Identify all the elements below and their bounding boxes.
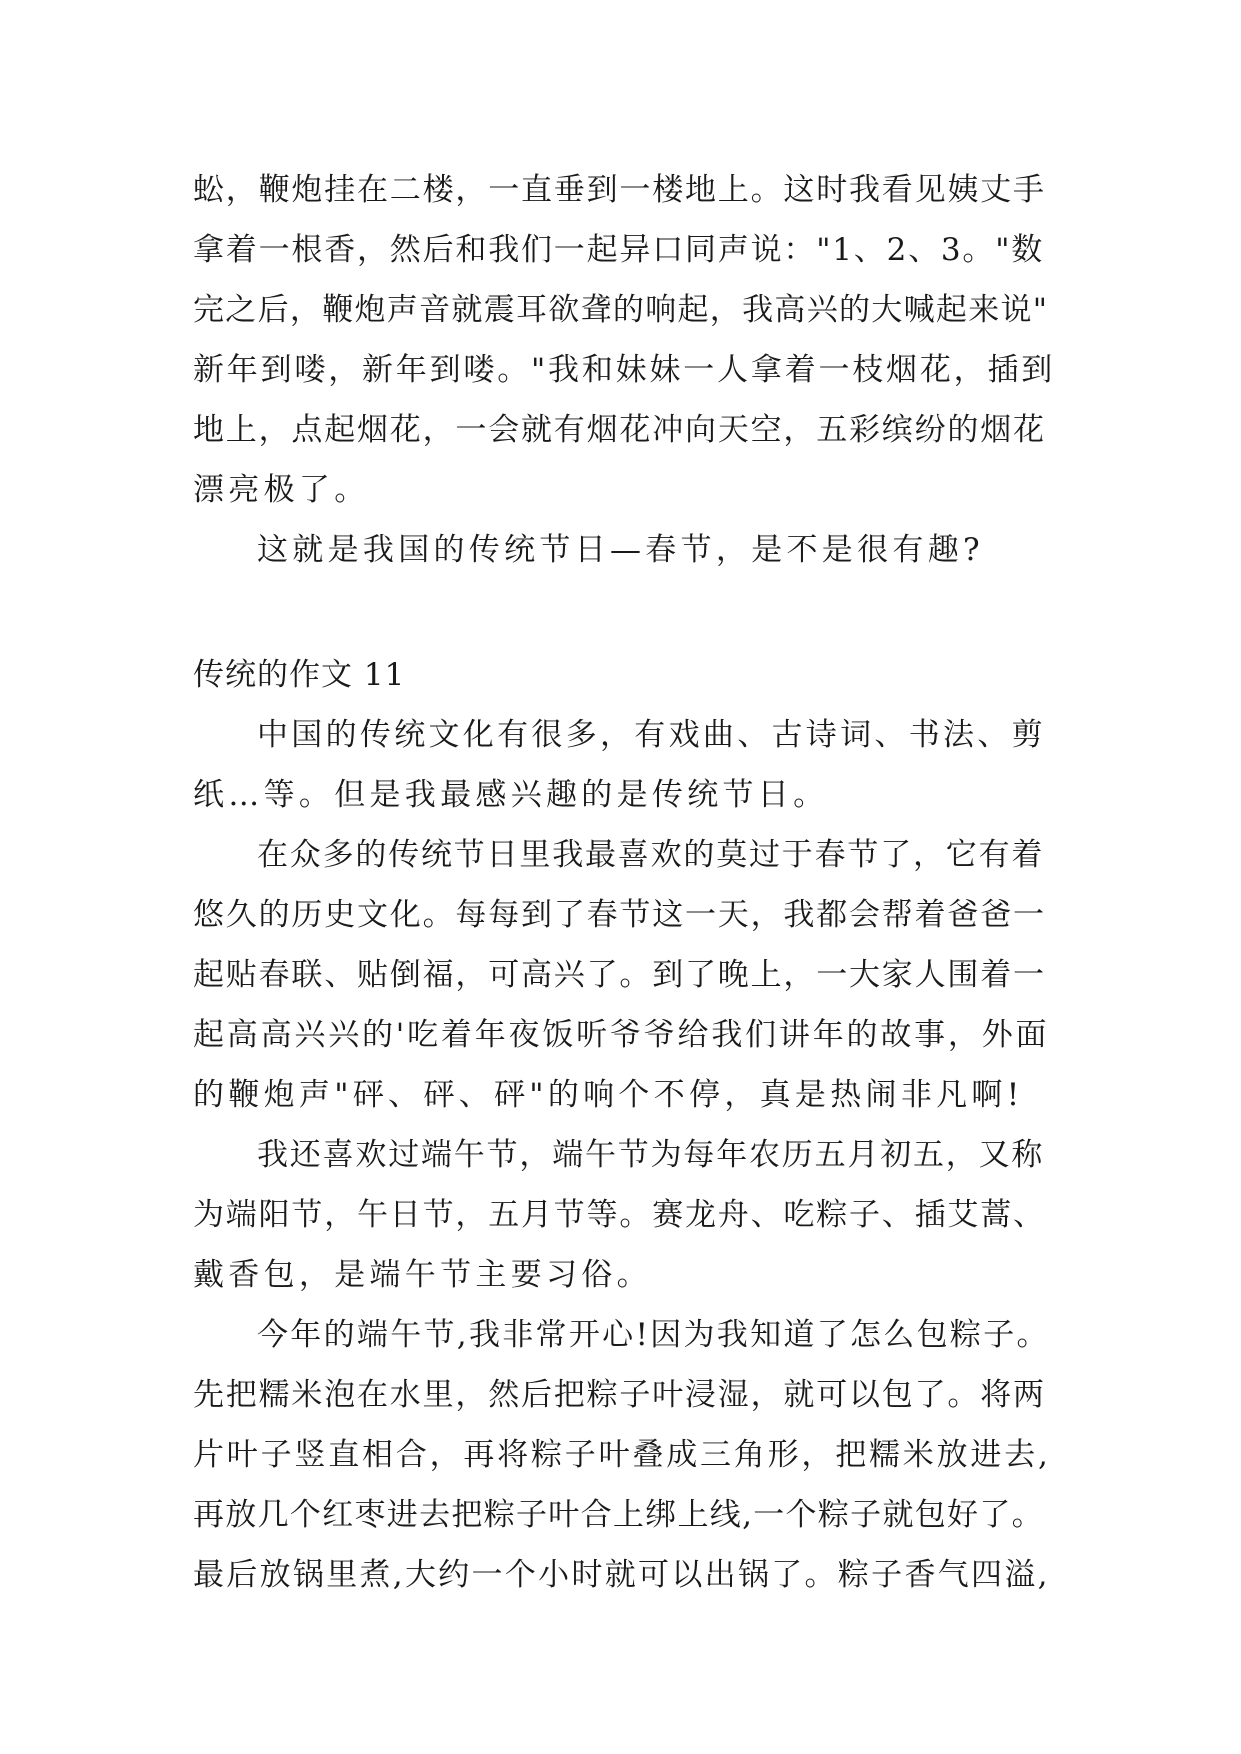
paragraph-closing [193,520,1055,580]
text-line: 最后放锅里煮,大约一个小时就可以出锅了。粽子香气四溢, [193,1557,1050,1593]
text-line: 中国的传统文化有很多，有戏曲、古诗词、书法、剪 [257,717,1046,753]
text-line: 为端阳节，午日节，五月节等。赛龙舟、吃粽子、插艾蒿、 [193,1197,1046,1233]
text-line: 地上，点起烟花，一会就有烟花冲向天空，五彩缤纷的烟花 [193,412,1046,448]
text-line: 的鞭炮声"砰、砰、砰"的响个不停，真是热闹非凡啊! [193,1077,1024,1113]
paragraph-spring-festival-fireworks [193,160,1055,520]
text-line: 拿着一根香，然后和我们一起异口同声说："1、2、3。"数 [193,232,1045,268]
text-line: 先把糯米泡在水里，然后把粽子叶浸湿，就可以包了。将两 [193,1377,1046,1413]
text-line: 再放几个红枣进去把粽子叶合上绑上线,一个粽子就包好了。 [193,1497,1044,1533]
text-line: 起高高兴兴的'吃着年夜饭听爷爷给我们讲年的故事，外面 [193,1017,1050,1053]
section-gap [193,580,1055,645]
text-line: 戴香包，是端午节主要习俗。 [193,1257,652,1293]
text-line: 纸…等。但是我最感兴趣的是传统节日。 [193,777,829,813]
text-line: 新年到喽，新年到喽。"我和妹妹一人拿着一枝烟花，插到 [193,352,1056,388]
text-line: 我还喜欢过端午节，端午节为每年农历五月初五，又称 [257,1137,1045,1173]
document-body [193,160,1055,1605]
text-line: 在众多的传统节日里我最喜欢的莫过于春节了，它有着 [257,837,1045,873]
text-line: 今年的端午节,我非常开心!因为我知道了怎么包粽子。 [257,1317,1050,1353]
text-line: 漂亮极了。 [193,472,370,508]
section-title: 传统的作文 11 [193,657,406,693]
text-line: 蚣，鞭炮挂在二楼，一直垂到一楼地上。这时我看见姨丈手 [193,172,1046,208]
paragraph-spring-festival [193,825,1055,1125]
text-line: 片叶子竖直相合，再将粽子叶叠成三角形，把糯米放进去, [193,1437,1051,1473]
text-line: 悠久的历史文化。每每到了春节这一天，我都会帮着爸爸一 [193,897,1046,933]
paragraph-traditional-culture [193,705,1055,825]
text-line: 完之后，鞭炮声音就震耳欲聋的响起，我高兴的大喊起来说" [193,292,1049,328]
paragraph-dragon-boat-festival [193,1125,1055,1305]
text-line: 起贴春联、贴倒福，可高兴了。到了晚上，一大家人围着一 [193,957,1046,993]
paragraph-making-zongzi [193,1305,1055,1605]
text-line: 这就是我国的传统节日—春节，是不是很有趣? [257,532,984,568]
